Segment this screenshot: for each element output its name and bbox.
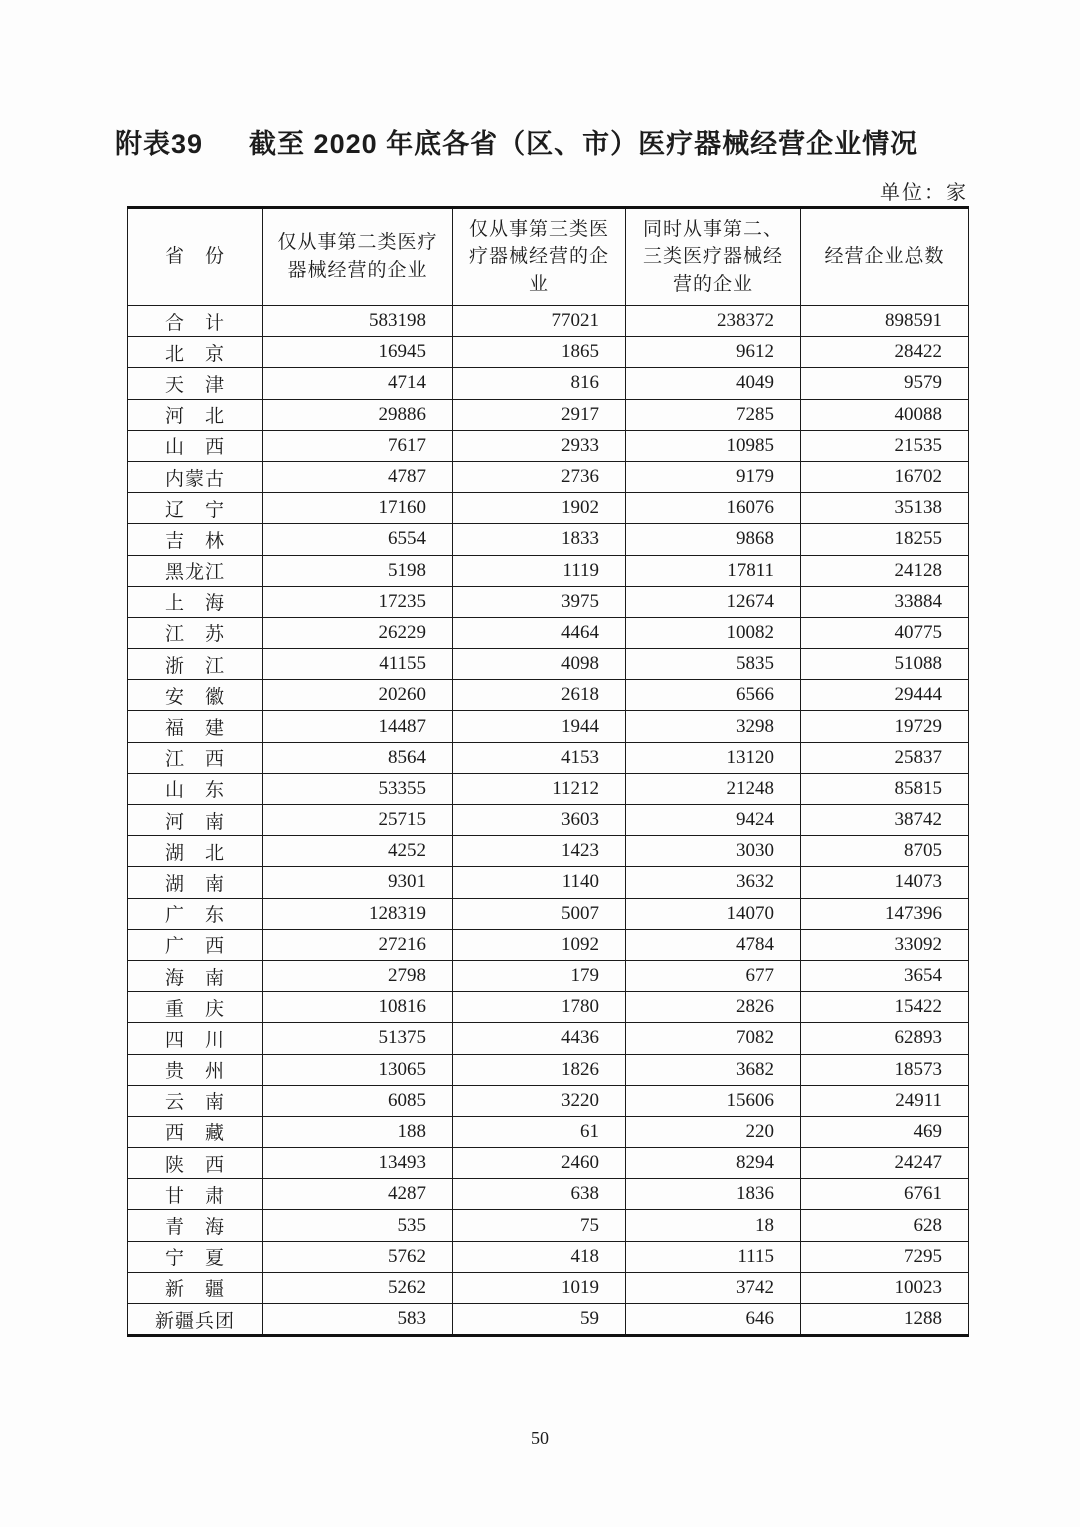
cell-value: 2798: [263, 960, 453, 991]
cell-value: 14073: [801, 867, 969, 898]
cell-value: 5262: [263, 1272, 453, 1303]
cell-value: 77021: [453, 306, 626, 337]
cell-value: 188: [263, 1116, 453, 1147]
cell-value: 85815: [801, 773, 969, 804]
cell-province: 重 庆: [128, 992, 263, 1023]
cell-value: 7295: [801, 1241, 969, 1272]
cell-value: 220: [626, 1116, 801, 1147]
table-row: [128, 1272, 969, 1303]
cell-value: 9301: [263, 867, 453, 898]
cell-value: 1115: [626, 1241, 801, 1272]
cell-value: 3975: [453, 586, 626, 617]
cell-value: 29444: [801, 680, 969, 711]
cell-value: 3030: [626, 836, 801, 867]
cell-province: 江 西: [128, 742, 263, 773]
cell-value: 7617: [263, 430, 453, 461]
cell-value: 5762: [263, 1241, 453, 1272]
page-number: 50: [531, 1428, 549, 1448]
table-row: [128, 1116, 969, 1147]
cell-province: 安 徽: [128, 680, 263, 711]
cell-province: 黑龙江: [128, 555, 263, 586]
table-body: [128, 306, 969, 1336]
cell-value: 638: [453, 1179, 626, 1210]
cell-value: 2736: [453, 461, 626, 492]
cell-value: 14487: [263, 711, 453, 742]
cell-value: 535: [263, 1210, 453, 1241]
table-row: [128, 555, 969, 586]
cell-value: 816: [453, 368, 626, 399]
cell-value: 14070: [626, 898, 801, 929]
cell-value: 13493: [263, 1148, 453, 1179]
table-row: [128, 773, 969, 804]
cell-value: 9424: [626, 805, 801, 836]
table-row: [128, 617, 969, 648]
cell-value: 9179: [626, 461, 801, 492]
cell-value: 7082: [626, 1023, 801, 1054]
cell-province: 海 南: [128, 960, 263, 991]
table-row: [128, 836, 969, 867]
cell-value: 1826: [453, 1054, 626, 1085]
cell-value: 4098: [453, 649, 626, 680]
cell-value: 11212: [453, 773, 626, 804]
cell-value: 24128: [801, 555, 969, 586]
cell-value: 4252: [263, 836, 453, 867]
cell-value: 10816: [263, 992, 453, 1023]
cell-value: 3603: [453, 805, 626, 836]
table-row: [128, 805, 969, 836]
cell-value: 1902: [453, 493, 626, 524]
table-row: [128, 680, 969, 711]
table-row: [128, 1054, 969, 1085]
table-row: [128, 1210, 969, 1241]
cell-value: 3632: [626, 867, 801, 898]
cell-value: 53355: [263, 773, 453, 804]
cell-province: 天 津: [128, 368, 263, 399]
table-row: [128, 399, 969, 430]
cell-value: 59: [453, 1304, 626, 1336]
cell-province: 吉 林: [128, 524, 263, 555]
table-title: 截至 2020 年底各省（区、市）医疗器械经营企业情况: [249, 129, 919, 159]
cell-value: 18255: [801, 524, 969, 555]
cell-value: 179: [453, 960, 626, 991]
cell-province: 北 京: [128, 337, 263, 368]
cell-value: 17811: [626, 555, 801, 586]
cell-value: 6761: [801, 1179, 969, 1210]
cell-value: 24247: [801, 1148, 969, 1179]
cell-value: 1836: [626, 1179, 801, 1210]
table-row: [128, 1085, 969, 1116]
cell-value: 41155: [263, 649, 453, 680]
cell-value: 628: [801, 1210, 969, 1241]
cell-value: 1288: [801, 1304, 969, 1336]
cell-province: 湖 南: [128, 867, 263, 898]
cell-province: 云 南: [128, 1085, 263, 1116]
header-province: 省 份: [128, 208, 263, 306]
cell-value: 5198: [263, 555, 453, 586]
cell-value: 8294: [626, 1148, 801, 1179]
cell-value: 469: [801, 1116, 969, 1147]
cell-value: 418: [453, 1241, 626, 1272]
cell-value: 35138: [801, 493, 969, 524]
cell-province: 宁 夏: [128, 1241, 263, 1272]
cell-value: 15422: [801, 992, 969, 1023]
cell-value: 40775: [801, 617, 969, 648]
cell-value: 1092: [453, 929, 626, 960]
cell-value: 2933: [453, 430, 626, 461]
header-class3-only: 仅从事第三类医疗器械经营的企业: [453, 208, 626, 306]
header-class2-and-3: 同时从事第二、三类医疗器械经营的企业: [626, 208, 801, 306]
table-row: [128, 493, 969, 524]
cell-province: 四 川: [128, 1023, 263, 1054]
cell-province: 贵 州: [128, 1054, 263, 1085]
cell-value: 19729: [801, 711, 969, 742]
cell-value: 16702: [801, 461, 969, 492]
table-row: [128, 711, 969, 742]
header-class2-only: 仅从事第二类医疗器械经营的企业: [263, 208, 453, 306]
table-row: [128, 1241, 969, 1272]
cell-value: 7285: [626, 399, 801, 430]
cell-value: 9868: [626, 524, 801, 555]
cell-value: 147396: [801, 898, 969, 929]
cell-value: 61: [453, 1116, 626, 1147]
page-title: [115, 122, 970, 161]
table-row: [128, 1179, 969, 1210]
cell-value: 10985: [626, 430, 801, 461]
table-row: [128, 430, 969, 461]
cell-value: 10082: [626, 617, 801, 648]
header-total: 经营企业总数: [801, 208, 969, 306]
cell-province: 西 藏: [128, 1116, 263, 1147]
cell-value: 38742: [801, 805, 969, 836]
cell-value: 5007: [453, 898, 626, 929]
cell-value: 20260: [263, 680, 453, 711]
cell-value: 6566: [626, 680, 801, 711]
cell-value: 1119: [453, 555, 626, 586]
cell-value: 40088: [801, 399, 969, 430]
cell-value: 1780: [453, 992, 626, 1023]
table-row: [128, 898, 969, 929]
cell-value: 16076: [626, 493, 801, 524]
table-row: [128, 586, 969, 617]
cell-value: 8705: [801, 836, 969, 867]
table-row: [128, 867, 969, 898]
cell-value: 13120: [626, 742, 801, 773]
cell-value: 8564: [263, 742, 453, 773]
cell-value: 128319: [263, 898, 453, 929]
cell-value: 4784: [626, 929, 801, 960]
cell-value: 62893: [801, 1023, 969, 1054]
cell-province: 湖 北: [128, 836, 263, 867]
cell-value: 33884: [801, 586, 969, 617]
table-row: [128, 929, 969, 960]
table-row: [128, 524, 969, 555]
cell-value: 3654: [801, 960, 969, 991]
cell-province: 山 东: [128, 773, 263, 804]
cell-value: 18: [626, 1210, 801, 1241]
cell-province: 河 南: [128, 805, 263, 836]
cell-value: 33092: [801, 929, 969, 960]
table-row: [128, 960, 969, 991]
province-statistics-table: [127, 206, 969, 1337]
cell-province: 合 计: [128, 306, 263, 337]
cell-province: 甘 肃: [128, 1179, 263, 1210]
cell-value: 13065: [263, 1054, 453, 1085]
cell-value: 75: [453, 1210, 626, 1241]
cell-value: 15606: [626, 1085, 801, 1116]
cell-province: 福 建: [128, 711, 263, 742]
cell-value: 12674: [626, 586, 801, 617]
table-label: 附表39: [115, 129, 204, 159]
cell-value: 4436: [453, 1023, 626, 1054]
cell-province: 辽 宁: [128, 493, 263, 524]
cell-province: 青 海: [128, 1210, 263, 1241]
table-row: [128, 649, 969, 680]
cell-value: 4787: [263, 461, 453, 492]
cell-value: 29886: [263, 399, 453, 430]
cell-value: 6554: [263, 524, 453, 555]
cell-value: 2460: [453, 1148, 626, 1179]
cell-value: 4714: [263, 368, 453, 399]
cell-value: 21535: [801, 430, 969, 461]
table-row: [128, 337, 969, 368]
cell-value: 4464: [453, 617, 626, 648]
table-row: [128, 368, 969, 399]
cell-value: 4287: [263, 1179, 453, 1210]
cell-province: 上 海: [128, 586, 263, 617]
cell-value: 6085: [263, 1085, 453, 1116]
cell-province: 内蒙古: [128, 461, 263, 492]
cell-value: 2917: [453, 399, 626, 430]
table-row: [128, 742, 969, 773]
cell-value: 1423: [453, 836, 626, 867]
cell-value: 17160: [263, 493, 453, 524]
cell-value: 9612: [626, 337, 801, 368]
cell-province: 新疆兵团: [128, 1304, 263, 1336]
cell-province: 广 东: [128, 898, 263, 929]
cell-value: 1865: [453, 337, 626, 368]
cell-province: 新 疆: [128, 1272, 263, 1303]
header-row: [128, 208, 969, 306]
cell-value: 28422: [801, 337, 969, 368]
cell-value: 21248: [626, 773, 801, 804]
table-header: [128, 208, 969, 306]
table-row: [128, 461, 969, 492]
cell-value: 3682: [626, 1054, 801, 1085]
cell-value: 51375: [263, 1023, 453, 1054]
cell-province: 陕 西: [128, 1148, 263, 1179]
cell-value: 3298: [626, 711, 801, 742]
cell-province: 广 西: [128, 929, 263, 960]
cell-value: 583: [263, 1304, 453, 1336]
cell-value: 10023: [801, 1272, 969, 1303]
cell-value: 3220: [453, 1085, 626, 1116]
cell-province: 浙 江: [128, 649, 263, 680]
cell-value: 3742: [626, 1272, 801, 1303]
cell-value: 677: [626, 960, 801, 991]
table-row: [128, 992, 969, 1023]
cell-value: 1019: [453, 1272, 626, 1303]
cell-value: 238372: [626, 306, 801, 337]
table-row: [128, 306, 969, 337]
cell-value: 27216: [263, 929, 453, 960]
cell-value: 4153: [453, 742, 626, 773]
cell-value: 2826: [626, 992, 801, 1023]
cell-value: 1944: [453, 711, 626, 742]
cell-value: 646: [626, 1304, 801, 1336]
cell-value: 26229: [263, 617, 453, 648]
cell-value: 25715: [263, 805, 453, 836]
cell-value: 24911: [801, 1085, 969, 1116]
table-row: [128, 1023, 969, 1054]
cell-value: 16945: [263, 337, 453, 368]
cell-value: 1140: [453, 867, 626, 898]
cell-province: 山 西: [128, 430, 263, 461]
cell-value: 5835: [626, 649, 801, 680]
cell-province: 江 苏: [128, 617, 263, 648]
cell-value: 9579: [801, 368, 969, 399]
cell-value: 17235: [263, 586, 453, 617]
table-row: [128, 1304, 969, 1336]
cell-value: 51088: [801, 649, 969, 680]
cell-value: 583198: [263, 306, 453, 337]
cell-value: 4049: [626, 368, 801, 399]
cell-value: 25837: [801, 742, 969, 773]
cell-value: 1833: [453, 524, 626, 555]
table-row: [128, 1148, 969, 1179]
cell-value: 18573: [801, 1054, 969, 1085]
cell-value: 2618: [453, 680, 626, 711]
unit-note: 单位：家: [880, 182, 968, 204]
cell-value: 898591: [801, 306, 969, 337]
cell-province: 河 北: [128, 399, 263, 430]
